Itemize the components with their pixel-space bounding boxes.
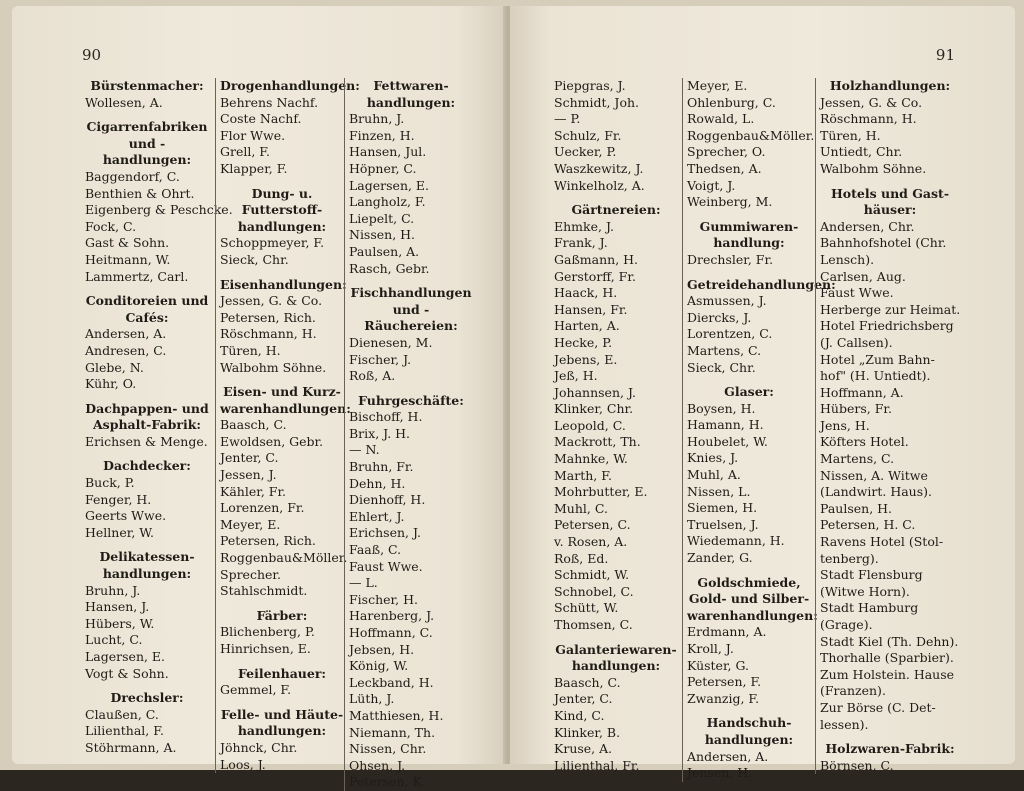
directory-entry: Petersen, K.: [349, 774, 426, 790]
directory-entry: Faust Wwe.: [820, 285, 894, 301]
section-heading: Dachpappen- und Asphalt-Fabrik:: [85, 400, 209, 433]
directory-entry: Schütt, W.: [554, 600, 619, 616]
directory-entry: Zum Holstein. Hause: [820, 666, 955, 682]
section-heading: Eisen- und Kurz-warenhandlungen:: [220, 384, 351, 416]
directory-entry: Leckband, H.: [349, 674, 434, 690]
directory-entry: Hecke, P.: [554, 334, 613, 350]
directory-entry: Bruhn, J.: [85, 582, 141, 598]
directory-entry: Walbohm Söhne.: [820, 160, 927, 176]
directory-entry: Buck, P.: [85, 475, 135, 491]
directory-entry: Wiedemann, H.: [687, 533, 785, 549]
directory-entry: Hoffmann, A.: [820, 384, 904, 400]
directory-entry: Hübers, W.: [85, 615, 155, 631]
directory-entry: (Witwe Horn).: [820, 583, 910, 599]
directory-entry: Bischoff, H.: [349, 409, 423, 425]
section-heading: Goldschmiede, Gold- und Silber-warenhandlungen:: [687, 574, 818, 623]
directory-entry: Thomsen, C.: [554, 617, 633, 632]
directory-entry: Lammertz, Carl.: [85, 268, 189, 284]
directory-entry: Stöhrmann, A.: [85, 739, 177, 755]
directory-entry: Harten, A.: [554, 318, 620, 334]
directory-entry: Andersen, Chr.: [820, 218, 915, 234]
directory-entry: Fenger, H.: [85, 491, 152, 507]
directory-entry: Jebens, E.: [554, 351, 618, 367]
section-heading: Dung- u. Futterstoff-handlungen:: [237, 185, 327, 234]
directory-entry: Boysen, H.: [687, 400, 756, 416]
directory-entry: Walbohm Söhne.: [220, 359, 327, 375]
directory-entry: Eigenberg & Peschcke.: [85, 202, 233, 218]
directory-entry: Paulsen, H.: [820, 500, 893, 516]
directory-entry: Lorentzen, C.: [687, 326, 773, 342]
directory-entry: Houbelet, W.: [687, 433, 768, 449]
section-heading: Fuhrgeschäfte:: [358, 392, 464, 408]
directory-entry: Fischer, H.: [349, 591, 418, 607]
directory-entry: Stadt Flensburg: [820, 567, 923, 583]
directory-entry: Sieck, Chr.: [687, 359, 756, 375]
directory-entry: Börnsen, C.: [820, 757, 894, 773]
directory-entry: Kähler, Fr.: [220, 483, 287, 499]
directory-entry: Andresen, C.: [85, 342, 167, 358]
directory-entry: Diercks, J.: [687, 309, 752, 325]
directory-entry: Lilienthal, F.: [85, 723, 164, 739]
directory-entry: — P.: [554, 111, 581, 127]
section-heading: Fettwaren-handlungen:: [366, 78, 456, 110]
directory-entry: Stahlschmidt.: [220, 583, 308, 599]
directory-entry: Matthiesen, H.: [349, 707, 444, 723]
directory-entry: Fischer, J.: [349, 351, 412, 367]
directory-entry: Truelsen, J.: [687, 516, 759, 532]
directory-entry: Finzen, H.: [349, 127, 415, 143]
directory-entry: Lucht, C.: [85, 632, 143, 648]
directory-entry: Claußen, C.: [85, 706, 159, 722]
directory-entry: Petersen, C.: [554, 517, 631, 533]
directory-entry: Grell, F.: [220, 144, 270, 160]
directory-entry: Baggendorf, C.: [85, 168, 180, 184]
directory-entry: Nissen, H.: [349, 227, 416, 243]
directory-entry: Ewoldsen, Gebr.: [220, 433, 324, 449]
directory-entry: Herberge zur Heimat.: [820, 301, 961, 317]
directory-entry: Kruse, A.: [554, 741, 613, 757]
directory-entry: Mackrott, Th.: [554, 434, 641, 450]
directory-entry: Blichenberg, P.: [220, 624, 315, 640]
directory-entry: Liepelt, C.: [349, 210, 415, 226]
directory-entry: Baasch, C.: [554, 674, 621, 690]
directory-entry: König, W.: [349, 658, 409, 674]
section-heading: Bürstenmacher:: [90, 78, 204, 93]
directory-entry: Sprecher.: [220, 566, 281, 582]
column-1: [85, 78, 233, 757]
section-heading: Hotels und Gast-häuser:: [830, 185, 950, 218]
directory-entry: Meyer, E.: [687, 78, 748, 93]
directory-entry: Lensch).: [820, 251, 875, 267]
directory-entry: Höpner, C.: [349, 160, 417, 176]
directory-entry: Jessen, G. & Co.: [220, 293, 323, 309]
directory-entry: Geerts Wwe.: [85, 508, 167, 524]
directory-entry: Schnobel, C.: [554, 583, 634, 599]
column-3: [344, 78, 473, 791]
directory-entry: Ravens Hotel (Stol-: [820, 534, 944, 550]
directory-entry: Hansen, J.: [85, 599, 150, 615]
section-heading: Cigarrenfabriken und -handlungen:: [86, 119, 208, 168]
directory-entry: Ehmke, J.: [554, 218, 614, 234]
directory-entry: Jessen, J.: [220, 467, 277, 483]
directory-entry: Hinrichsen, E.: [220, 641, 311, 656]
column-5: [682, 78, 836, 782]
directory-entry: Zur Börse (C. Det-: [820, 699, 936, 715]
directory-entry: Rasch, Gebr.: [349, 260, 430, 276]
directory-entry: Baasch, C.: [220, 417, 287, 433]
directory-entry: Erdmann, A.: [687, 624, 767, 640]
directory-entry: Kroll, J.: [687, 641, 734, 656]
directory-entry: Jenter, C.: [220, 450, 279, 466]
directory-entry: Glebe, N.: [85, 359, 144, 375]
directory-entry: Mahnke, W.: [554, 451, 628, 467]
directory-entry: Klinker, B.: [554, 724, 621, 740]
directory-entry: lessen).: [820, 716, 869, 732]
column-4: [554, 78, 678, 774]
directory-entry: Petersen, F.: [687, 674, 762, 690]
directory-entry: Hotel „Zum Bahn-: [820, 351, 935, 367]
directory-entry: Roß, A.: [349, 368, 396, 384]
directory-entry: Gast & Sohn.: [85, 235, 170, 251]
directory-entry: (Landwirt. Haus).: [820, 484, 932, 500]
section-heading: Handschuh-handlungen:: [704, 715, 794, 747]
directory-entry: Nissen, A. Witwe: [820, 467, 928, 483]
directory-entry: Stadt Kiel (Th. Dehn).: [820, 633, 959, 649]
directory-entry: Gemmel, F.: [220, 682, 292, 698]
directory-entry: Asmussen, J.: [687, 293, 767, 309]
directory-entry: Wollesen, A.: [85, 94, 163, 110]
directory-entry: Kind, C.: [554, 707, 605, 723]
directory-entry: Harenberg, J.: [349, 608, 435, 624]
directory-entry: Andersen, A.: [687, 748, 769, 764]
directory-entry: Schulz, Fr.: [554, 127, 622, 143]
section-heading: Conditoreien und Cafés:: [85, 293, 209, 325]
directory-entry: Bruhn, J.: [349, 111, 405, 127]
directory-entry: Frank, J.: [554, 235, 608, 251]
directory-entry: Niemann, Th.: [349, 724, 436, 740]
directory-entry: Lorenzen, Fr.: [220, 500, 305, 516]
directory-entry: Waszkewitz, J.: [554, 160, 644, 176]
directory-entry: Sieck, Chr.: [220, 251, 289, 267]
directory-entry: Klapper, F.: [220, 160, 288, 176]
directory-entry: Langholz, F.: [349, 194, 426, 210]
directory-entry: Dienesen, M.: [349, 334, 433, 350]
directory-entry: Bahnhofshotel (Chr.: [820, 235, 947, 251]
section-heading: Holzwaren-Fabrik:: [825, 741, 955, 757]
directory-entry: Petersen, H. C.: [820, 517, 916, 533]
directory-entry: Muhl, A.: [687, 467, 741, 483]
directory-entry: Mohrbutter, E.: [554, 484, 648, 500]
directory-entry: Haack, H.: [554, 285, 618, 301]
directory-entry: Köfters Hotel.: [820, 434, 909, 450]
directory-entry: Gerstorff, Fr.: [554, 268, 636, 284]
directory-entry: — L.: [349, 575, 378, 591]
directory-entry: Hellner, W.: [85, 524, 154, 540]
directory-entry: Flor Wwe.: [220, 127, 286, 143]
directory-entry: Jens, H.: [820, 417, 870, 433]
directory-entry: Nissen, L.: [687, 483, 751, 499]
section-heading: Fischhandlungen und -Räuchereien:: [350, 285, 472, 334]
directory-entry: Erichsen, J.: [349, 525, 421, 541]
section-heading: Holzhandlungen:: [829, 78, 951, 93]
directory-entry: Rowald, L.: [687, 111, 755, 127]
right-page: [510, 6, 1015, 781]
directory-entry: Schmidt, Joh.: [554, 94, 639, 110]
section-heading: Eisenhandlungen:: [220, 276, 347, 292]
directory-entry: Ohlenburg, C.: [687, 94, 776, 110]
directory-entry: Marth, F.: [554, 467, 612, 483]
directory-entry: Schmidt, W.: [554, 567, 630, 583]
directory-entry: Muhl, C.: [554, 500, 608, 516]
section-heading: Drogenhandlungen:: [220, 78, 360, 93]
directory-entry: Lagersen, E.: [85, 649, 166, 664]
directory-entry: (Franzen).: [820, 683, 886, 699]
directory-entry: Knies, J.: [687, 450, 739, 466]
directory-entry: Benthien & Ohrt.: [85, 185, 195, 201]
directory-entry: Untiedt, Chr.: [820, 144, 903, 160]
column-2: [215, 78, 360, 773]
directory-entry: Thedsen, A.: [687, 160, 762, 176]
directory-entry: Brix, J. H.: [349, 425, 411, 441]
directory-entry: Jessen, G. & Co.: [820, 94, 923, 110]
directory-entry: Petersen, Rich.: [220, 533, 316, 549]
left-page: [12, 6, 506, 790]
directory-entry: Ohsen, J.: [349, 757, 406, 773]
section-heading: Feilenhauer:: [237, 665, 327, 681]
directory-entry: Schoppmeyer, F.: [220, 235, 325, 251]
directory-entry: Ehlert, J.: [349, 508, 405, 524]
directory-entry: Lilienthal, Fr.: [554, 757, 640, 773]
directory-entry: Kühr, O.: [85, 376, 137, 392]
directory-entry: Lüth, J.: [349, 691, 395, 707]
page-number: 90: [82, 46, 102, 64]
directory-entry: Behrens Nachf.: [220, 94, 319, 110]
column-6: [815, 78, 960, 774]
directory-entry: Coste Nachf.: [220, 111, 302, 127]
section-heading: Galanteriewaren-handlungen:: [555, 641, 677, 674]
directory-entry: Piepgras, J.: [554, 78, 626, 93]
directory-entry: Roß, Ed.: [554, 550, 609, 566]
directory-entry: Hansen, Jul.: [349, 144, 427, 160]
directory-entry: Hansen, Fr.: [554, 301, 628, 317]
directory-entry: Sprecher, O.: [687, 144, 766, 160]
directory-entry: Weinberg, M.: [687, 194, 773, 210]
directory-entry: Carlsen, Aug.: [820, 268, 906, 284]
section-heading: Felle- und Häute-handlungen:: [220, 706, 344, 739]
directory-entry: Paulsen, A.: [349, 243, 420, 259]
section-heading: Drechsler:: [110, 690, 184, 706]
directory-entry: Erichsen & Menge.: [85, 433, 208, 449]
directory-entry: Faaß, C.: [349, 542, 402, 558]
directory-entry: Vogt & Sohn.: [85, 665, 169, 681]
directory-entry: hof" (H. Untiedt).: [820, 368, 931, 384]
directory-entry: Martens, C.: [687, 342, 762, 358]
directory-entry: Faust Wwe.: [349, 558, 423, 574]
directory-entry: Leopold, C.: [554, 417, 626, 433]
directory-entry: Lagersen, E.: [349, 177, 430, 193]
directory-entry: Jenter, C.: [554, 691, 613, 707]
directory-entry: tenberg).: [820, 550, 879, 566]
directory-entry: Gaßmann, H.: [554, 251, 639, 267]
directory-entry: Andersen, A.: [85, 326, 167, 342]
section-heading: Gummiwaren-handlung:: [699, 218, 799, 251]
directory-entry: Hotel Friedrichsberg: [820, 318, 954, 334]
page-number: 91: [935, 46, 955, 64]
directory-entry: Roggenbau&Möller.: [687, 127, 815, 143]
section-heading: Gärtnereien:: [571, 202, 661, 218]
directory-entry: Roggenbau&Möller.: [220, 550, 348, 566]
directory-entry: Hamann, H.: [687, 417, 764, 433]
directory-entry: Jöhnck, Chr.: [220, 739, 298, 755]
directory-entry: Drechsler, Fr.: [687, 251, 774, 267]
directory-entry: Dehn, H.: [349, 475, 406, 491]
directory-entry: Hoffmann, C.: [349, 625, 433, 640]
directory-entry: (Grage).: [820, 617, 873, 632]
directory-entry: Bruhn, Fr.: [349, 459, 414, 475]
directory-entry: Röschmann, H.: [820, 111, 917, 127]
directory-entry: Martens, C.: [820, 451, 895, 467]
directory-entry: Fock, C.: [85, 218, 137, 234]
directory-entry: Johannsen, J.: [554, 384, 636, 400]
directory-entry: Uecker, P.: [554, 144, 617, 160]
section-heading: Glaser:: [724, 384, 774, 400]
directory-entry: v. Rosen, A.: [554, 534, 628, 550]
directory-entry: Stadt Hamburg: [820, 600, 919, 616]
section-heading: Getreidehandlungen:: [687, 276, 836, 292]
directory-entry: Küster, G.: [687, 657, 750, 673]
section-heading: Dachdecker:: [103, 458, 191, 474]
directory-entry: Petersen, Rich.: [220, 309, 316, 325]
directory-entry: Jeß, H.: [554, 368, 598, 384]
directory-entry: Zander, G.: [687, 550, 753, 566]
directory-entry: Hübers, Fr.: [820, 401, 892, 417]
directory-entry: Röschmann, H.: [220, 326, 317, 342]
directory-entry: Winkelholz, A.: [554, 177, 645, 193]
section-heading: Delikatessen-handlungen:: [99, 549, 195, 582]
directory-entry: Meyer, E.: [220, 516, 281, 532]
directory-entry: Voigt, J.: [687, 177, 736, 193]
directory-entry: (J. Callsen).: [820, 334, 893, 350]
directory-entry: Loos, J.: [220, 756, 266, 772]
directory-entry: Zwanzig, F.: [687, 690, 760, 706]
directory-entry: Jebsen, H.: [349, 641, 415, 657]
directory-entry: Türen, H.: [220, 342, 281, 358]
section-heading: Färber:: [256, 607, 308, 623]
directory-entry: Dienhoff, H.: [349, 492, 426, 508]
directory-entry: Jensen, H.: [687, 765, 753, 781]
directory-entry: Nissen, Chr.: [349, 741, 427, 757]
directory-entry: Klinker, Chr.: [554, 401, 634, 417]
directory-entry: Heitmann, W.: [85, 251, 171, 267]
directory-entry: Thorhalle (Sparbier).: [820, 650, 954, 666]
directory-entry: Türen, H.: [820, 127, 881, 143]
directory-entry: — N.: [349, 442, 380, 458]
directory-entry: Siemen, H.: [687, 500, 758, 516]
